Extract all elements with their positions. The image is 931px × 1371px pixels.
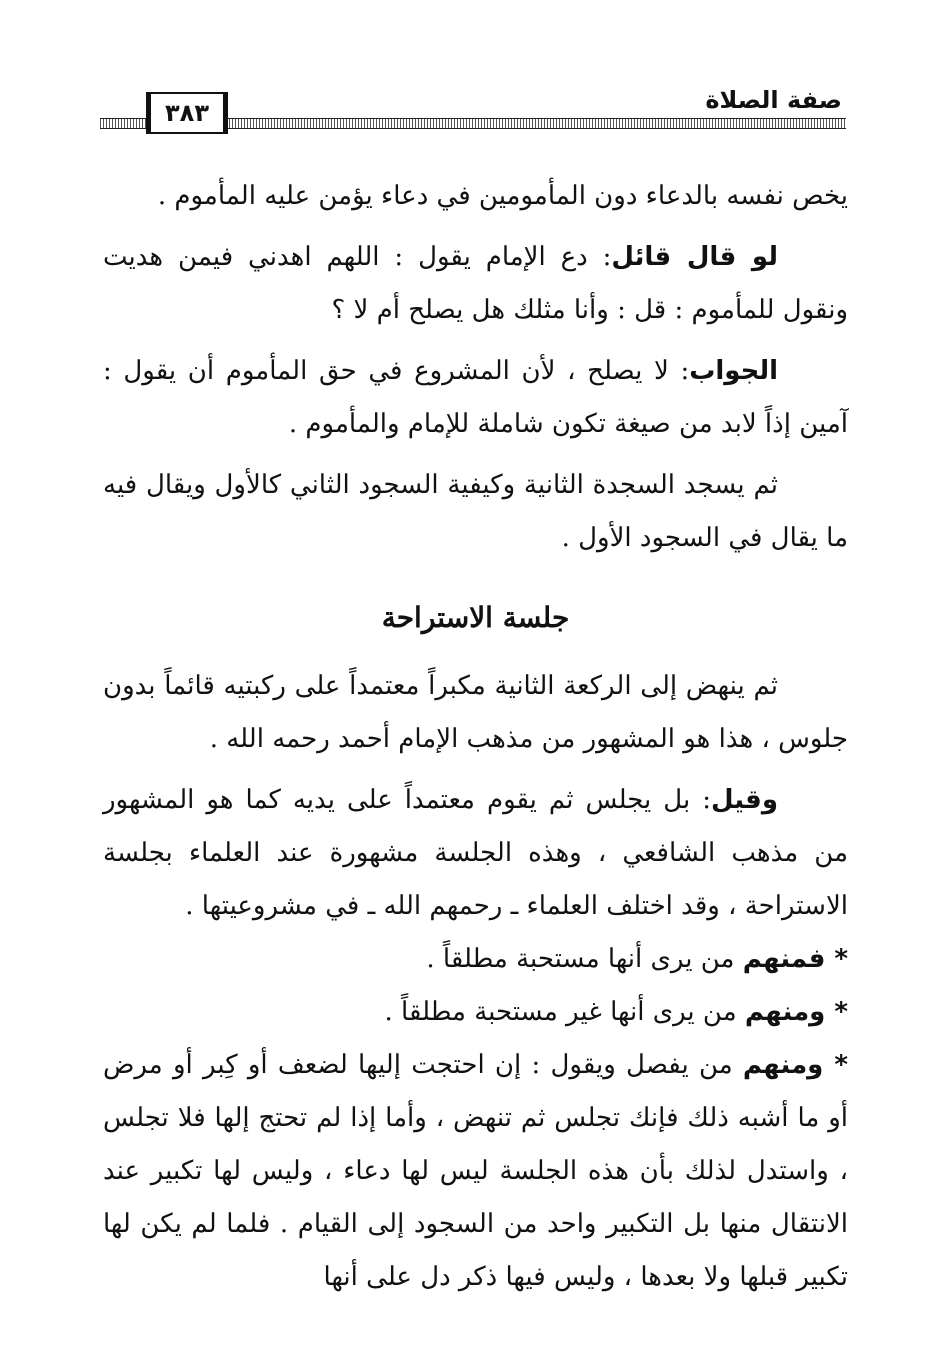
paragraph-text: : لا يصلح ، لأن المشروع في حق المأموم أن يقول : آمين إذاً لابد من صيغة تكون شاملة للإمام والمأموم . (103, 356, 848, 439)
paragraph-text: ثم يسجد السجدة الثانية وكيفية السجود الثاني كالأول ويقال فيه ما يقال في السجود الأول . (103, 470, 848, 553)
paragraph-lead: * ومنهم (742, 1050, 848, 1080)
paragraph (103, 170, 848, 223)
paragraph-text: من يفصل ويقول : إن احتجت إليها لضعف أو كِبر أو مرض أو ما أشبه ذلك فإنك تجلس ثم تنهض ، وأما إذا لم تحتج إلها فلا تجلس ، واستدل لذلك بأن هذه الجلسة ليس لها دعاء ، وليس لها تكبير عند الانتقال منها بل التكبير واحد من السجود إلى القيام . فلما لم يكن لها تكبير قبلها ولا بعدها ، وليس فيها ذكر دل على أنها (103, 1050, 848, 1292)
paragraph-lead: وقيل (710, 785, 778, 815)
paragraph-text: ثم ينهض إلى الركعة الثانية مكبراً معتمداً على ركبتيه قائماً بدون جلوس ، هذا هو المشهور من مذهب الإمام أحمد رحمه الله . (103, 671, 848, 754)
paragraph-text: : دع الإمام يقول : اللهم اهدني فيمن هديت ونقول للمأموم : قل : وأنا مثلك هل يصلح أم لا ؟ (103, 242, 848, 325)
running-title: صفة الصلاة (695, 84, 846, 116)
paragraph-text: من يرى أنها مستحبة مطلقاً . (426, 944, 743, 974)
paragraph-lead: * ومنهم (744, 997, 848, 1027)
paragraph (103, 933, 848, 986)
paragraph-text: يخص نفسه بالدعاء دون المأمومين في دعاء يؤمن عليه المأموم . (157, 181, 848, 211)
paragraph (103, 345, 848, 451)
paragraph (103, 459, 848, 565)
paragraph-lead: لو قال قائل (611, 242, 778, 272)
paragraph (103, 231, 848, 337)
paragraph (103, 986, 848, 1039)
body-text (103, 170, 848, 1304)
paragraph-text: من يرى أنها غير مستحبة مطلقاً . (384, 997, 745, 1027)
section-heading: جلسة الاستراحة (381, 601, 570, 634)
page-number: ٣٨٣ (146, 92, 228, 134)
paragraph-lead: * فمنهم (742, 944, 848, 974)
paragraph (103, 660, 848, 766)
paragraph-lead: الجواب (689, 356, 778, 386)
paragraph (103, 774, 848, 933)
paragraph-text: : بل يجلس ثم يقوم معتمداً على يديه كما هو المشهور من مذهب الشافعي ، وهذه الجلسة مشهورة عند العلماء بجلسة الاستراحة ، وقد اختلف العلماء ـ رحمهم الله ـ في مشروعيتها . (103, 785, 849, 921)
page-header (100, 84, 846, 134)
paragraph (103, 1039, 848, 1304)
